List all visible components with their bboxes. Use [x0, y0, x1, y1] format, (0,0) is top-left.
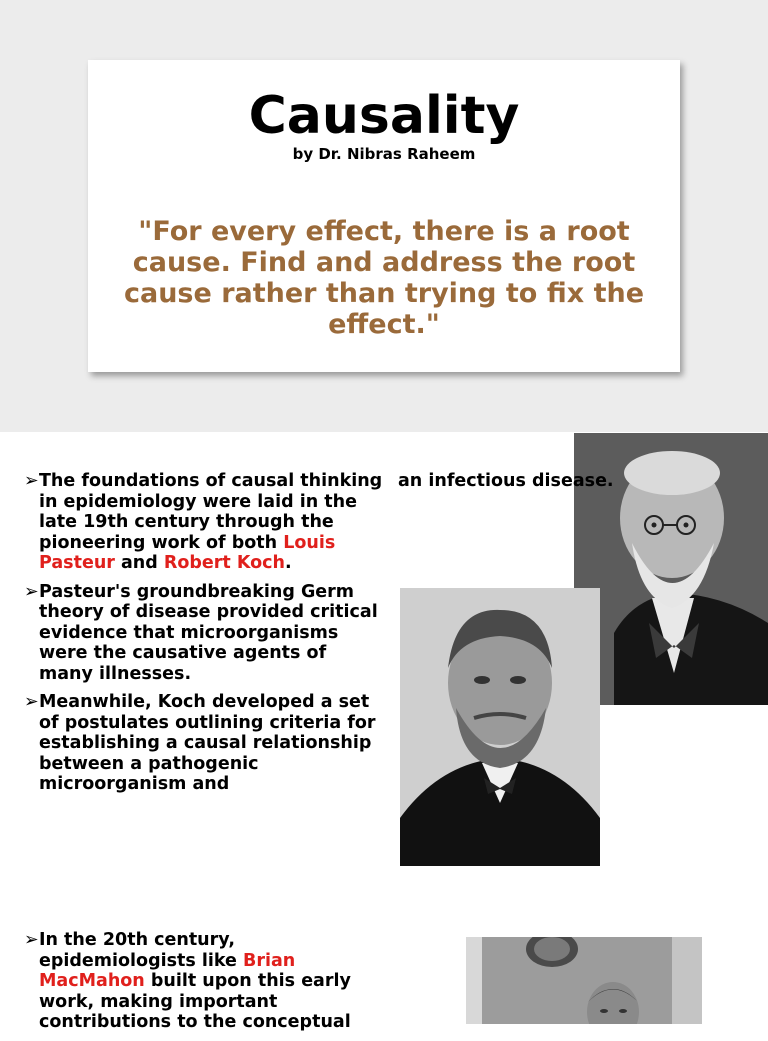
- name-brian-macmahon: Brian MacMahon: [39, 950, 296, 991]
- bullet-text: The foundations of causal thinking in epidemiology were laid in the late 19th century through the pioneering work of both: [39, 471, 383, 553]
- arrow-bullet-icon: ➢: [24, 930, 39, 950]
- arrow-bullet-icon: ➢: [24, 692, 39, 712]
- bullet-text: Pasteur's groundbreaking Germ theory of disease provided critical evidence that microorganisms were the causative agents of many illnesses.: [39, 581, 378, 684]
- bullet-text: Meanwhile, Koch developed a set of postulates outlining criteria for establishing a causal relationship between a pathogenic microorganism and: [39, 692, 376, 794]
- bullet-overflow-text: an infectious disease.: [398, 471, 614, 491]
- section1-bullet-list: [24, 471, 386, 803]
- list-item: [24, 692, 386, 795]
- page-title: Causality: [248, 86, 520, 146]
- list-item: [24, 930, 386, 1033]
- brian-macmahon-photo: [466, 937, 702, 1024]
- bullet-text: In the 20th century, epidemiologists like: [39, 930, 244, 971]
- list-item: [24, 471, 386, 574]
- bullet-text: .: [284, 553, 292, 573]
- bullet-text: built upon this early work, making important contributions to the conceptual: [39, 971, 351, 1032]
- name-louis-pasteur: Louis Pasteur: [39, 532, 336, 573]
- quote-text: "For every effect, there is a root cause. Find and address the root cause rather than trying to fix the effect.": [123, 216, 645, 340]
- arrow-bullet-icon: ➢: [24, 471, 39, 491]
- list-item: [24, 582, 386, 685]
- louis-pasteur-photo: [400, 588, 600, 866]
- name-robert-koch: Robert Koch: [163, 553, 285, 573]
- author-byline: by Dr. Nibras Raheem: [292, 145, 476, 163]
- bullet-text: and: [114, 553, 164, 573]
- arrow-bullet-icon: ➢: [24, 581, 39, 602]
